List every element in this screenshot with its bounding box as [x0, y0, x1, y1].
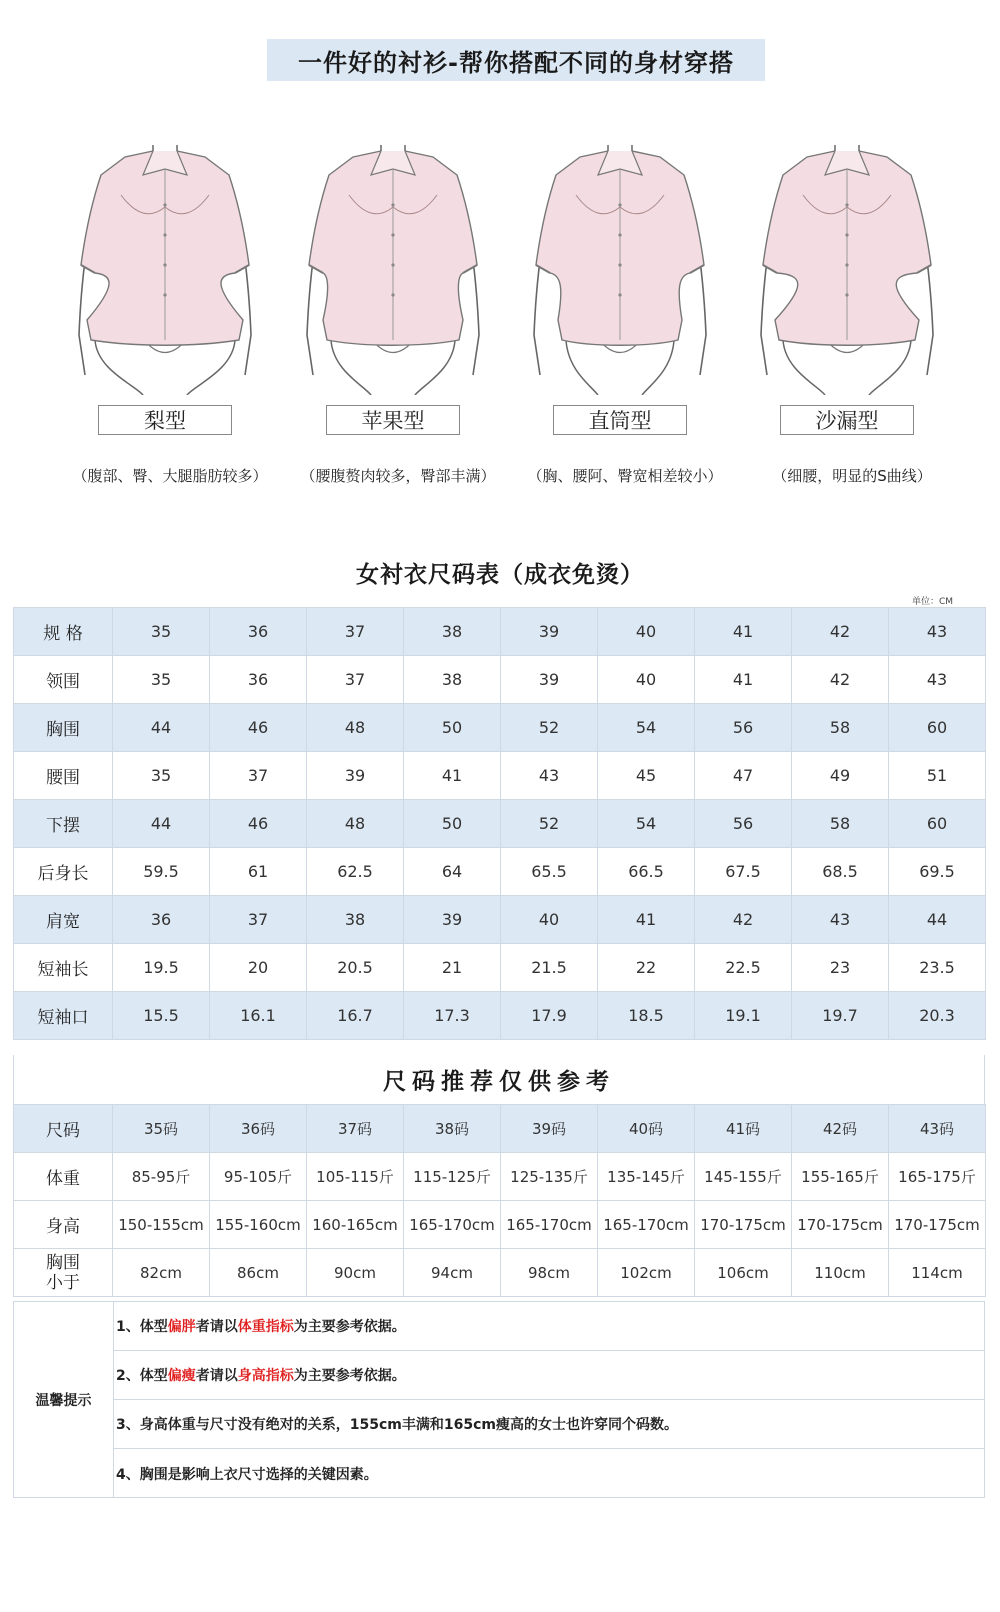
table-cell: 43: [889, 608, 986, 656]
table-cell: 19.1: [695, 992, 792, 1040]
table-cell: 49: [792, 752, 889, 800]
row-label: 腰围: [14, 752, 113, 800]
unit-label: 单位：CM: [912, 597, 954, 607]
table-cell: 36: [113, 896, 210, 944]
tip-highlight: 偏瘦: [167, 1368, 196, 1384]
banner-title: 一件好的衬衫-帮你搭配不同的身材穿搭: [298, 48, 734, 77]
tip-item-4: [113, 1449, 984, 1498]
tip-text: 2、体型: [116, 1368, 168, 1384]
table-cell: 21.5: [501, 944, 598, 992]
table-row: [14, 992, 986, 1040]
table-cell: 41码: [695, 1105, 792, 1153]
row-label: 规 格: [14, 608, 113, 656]
table-cell: 51: [889, 752, 986, 800]
table-cell: 19.5: [113, 944, 210, 992]
shirt-figure-icon: [293, 135, 503, 395]
table-cell: 40: [598, 608, 695, 656]
table-row: [14, 800, 986, 848]
table-cell: 38码: [404, 1105, 501, 1153]
table-cell: 94cm: [404, 1249, 501, 1297]
body-type-description: （胸、腰阿、臀宽相差较小）: [527, 467, 723, 485]
tip-highlight: 身高指标: [237, 1368, 294, 1384]
shirt-figure-icon: [747, 135, 957, 395]
table-cell: 50: [404, 800, 501, 848]
table-cell: 52: [501, 800, 598, 848]
table-cell: 58: [792, 704, 889, 752]
table-cell: 150-155cm: [113, 1201, 210, 1249]
table-cell: 56: [695, 704, 792, 752]
row-label: 下摆: [14, 800, 113, 848]
table-cell: 16.1: [210, 992, 307, 1040]
table-row: [14, 752, 986, 800]
body-type-figure: [520, 135, 730, 495]
table-row: [14, 608, 986, 656]
tip-text: 1、体型: [116, 1319, 168, 1335]
table-row: [14, 704, 986, 752]
table-cell: 69.5: [889, 848, 986, 896]
table-cell: 85-95斤: [113, 1153, 210, 1201]
table-cell: 54: [598, 704, 695, 752]
table-cell: 170-175cm: [792, 1201, 889, 1249]
recommendation-title: 尺码推荐仅供参考: [13, 1055, 985, 1104]
row-label: 后身长: [14, 848, 113, 896]
table-cell: 160-165cm: [307, 1201, 404, 1249]
table-cell: 16.7: [307, 992, 404, 1040]
table-cell: 42: [792, 608, 889, 656]
body-type-description: （腰腹赘肉较多，臀部丰满）: [300, 467, 496, 485]
table-row: [14, 1153, 986, 1201]
table-cell: 23.5: [889, 944, 986, 992]
table-cell: 43: [792, 896, 889, 944]
table-cell: 44: [113, 800, 210, 848]
row-label: 身高: [14, 1201, 113, 1249]
table-cell: 38: [404, 608, 501, 656]
table-cell: 36: [210, 608, 307, 656]
tip-text: 3、身高体重与尺寸没有绝对的关系，155cm丰满和165cm瘦高的女士也许穿同个码数。: [116, 1417, 678, 1433]
table-cell: 35: [113, 608, 210, 656]
table-cell: 37: [307, 608, 404, 656]
row-label: 体重: [14, 1153, 113, 1201]
table-cell: 65.5: [501, 848, 598, 896]
table-row: [14, 1201, 986, 1249]
tip-item-3: [113, 1400, 984, 1449]
table-cell: 60: [889, 704, 986, 752]
table-cell: 114cm: [889, 1249, 986, 1297]
table-cell: 35: [113, 752, 210, 800]
tips-section: [13, 1301, 985, 1498]
table-cell: 155-165斤: [792, 1153, 889, 1201]
table-cell: 62.5: [307, 848, 404, 896]
tip-highlight: 体重指标: [237, 1319, 294, 1335]
table-cell: 44: [889, 896, 986, 944]
table-cell: 43: [501, 752, 598, 800]
table-cell: 44: [113, 704, 210, 752]
table-cell: 110cm: [792, 1249, 889, 1297]
table-cell: 40: [501, 896, 598, 944]
table-row: [14, 656, 986, 704]
table-cell: 39码: [501, 1105, 598, 1153]
table-cell: 115-125斤: [404, 1153, 501, 1201]
table-row: [14, 1249, 986, 1297]
table-cell: 56: [695, 800, 792, 848]
table-cell: 22: [598, 944, 695, 992]
table-cell: 37: [307, 656, 404, 704]
table-cell: 35码: [113, 1105, 210, 1153]
table-cell: 59.5: [113, 848, 210, 896]
table-cell: 39: [404, 896, 501, 944]
table-cell: 54: [598, 800, 695, 848]
table-cell: 46: [210, 704, 307, 752]
table-cell: 19.7: [792, 992, 889, 1040]
table-cell: 67.5: [695, 848, 792, 896]
table-cell: 42: [792, 656, 889, 704]
body-type-figure: [65, 135, 275, 495]
table-cell: 17.9: [501, 992, 598, 1040]
table-cell: 68.5: [792, 848, 889, 896]
table-cell: 66.5: [598, 848, 695, 896]
table-cell: 102cm: [598, 1249, 695, 1297]
table-cell: 50: [404, 704, 501, 752]
table-row: [14, 896, 986, 944]
body-type-figure: [747, 135, 957, 495]
body-type-label: 苹果型: [326, 405, 460, 435]
table-cell: 39: [307, 752, 404, 800]
table-cell: 52: [501, 704, 598, 752]
table-cell: 105-115斤: [307, 1153, 404, 1201]
size-chart-table: [13, 607, 986, 1040]
table-cell: 42: [695, 896, 792, 944]
table-cell: 145-155斤: [695, 1153, 792, 1201]
table-cell: 165-170cm: [501, 1201, 598, 1249]
table-cell: 48: [307, 800, 404, 848]
table-cell: 45: [598, 752, 695, 800]
tips-label: 温馨提示: [14, 1302, 114, 1497]
row-label: 短袖口: [14, 992, 113, 1040]
tip-item-1: [113, 1302, 984, 1351]
page-banner: [267, 39, 765, 81]
row-label: 肩宽: [14, 896, 113, 944]
tip-text: 为主要参考依据。: [293, 1319, 406, 1335]
table-cell: 98cm: [501, 1249, 598, 1297]
table-cell: 46: [210, 800, 307, 848]
body-type-label: 梨型: [98, 405, 232, 435]
table-cell: 38: [307, 896, 404, 944]
table-row: [14, 944, 986, 992]
tip-text: 者请以: [195, 1319, 238, 1335]
table-cell: 155-160cm: [210, 1201, 307, 1249]
row-label-line: 小于: [46, 1272, 80, 1293]
table-cell: 20.5: [307, 944, 404, 992]
tip-item-2: [113, 1351, 984, 1400]
row-label: 尺码: [14, 1105, 113, 1153]
table-cell: 170-175cm: [889, 1201, 986, 1249]
body-type-figures: [0, 135, 1000, 495]
table-cell: 95-105斤: [210, 1153, 307, 1201]
table-cell: 20: [210, 944, 307, 992]
table-cell: 23: [792, 944, 889, 992]
table-row: [14, 1105, 986, 1153]
table-cell: 61: [210, 848, 307, 896]
table-cell: 18.5: [598, 992, 695, 1040]
tip-text: 为主要参考依据。: [293, 1368, 406, 1384]
table-cell: 41: [695, 608, 792, 656]
table-cell: 39: [501, 656, 598, 704]
tip-highlight: 偏胖: [167, 1319, 196, 1335]
table-cell: 37: [210, 896, 307, 944]
table-cell: 106cm: [695, 1249, 792, 1297]
table-cell: 41: [695, 656, 792, 704]
table-cell: 43: [889, 656, 986, 704]
row-label: [14, 1249, 113, 1297]
table-cell: 90cm: [307, 1249, 404, 1297]
body-type-description: （腹部、臀、大腿脂肪较多）: [72, 467, 268, 485]
table-cell: 35: [113, 656, 210, 704]
row-label-line: 胸围: [46, 1252, 80, 1273]
tip-text: 4、胸围是影响上衣尺寸选择的关键因素。: [116, 1466, 378, 1483]
table-cell: 135-145斤: [598, 1153, 695, 1201]
table-cell: 42码: [792, 1105, 889, 1153]
table-cell: 37: [210, 752, 307, 800]
table-cell: 165-170cm: [598, 1201, 695, 1249]
table-cell: 15.5: [113, 992, 210, 1040]
body-type-description: （细腰，明显的S曲线）: [772, 467, 932, 485]
table-cell: 40: [598, 656, 695, 704]
table-cell: 17.3: [404, 992, 501, 1040]
table-cell: 86cm: [210, 1249, 307, 1297]
table-cell: 125-135斤: [501, 1153, 598, 1201]
table-cell: 20.3: [889, 992, 986, 1040]
table-cell: 165-175斤: [889, 1153, 986, 1201]
table-cell: 41: [598, 896, 695, 944]
table-cell: 47: [695, 752, 792, 800]
shirt-figure-icon: [65, 135, 275, 395]
table-cell: 22.5: [695, 944, 792, 992]
table-cell: 170-175cm: [695, 1201, 792, 1249]
table-cell: 60: [889, 800, 986, 848]
table-cell: 82cm: [113, 1249, 210, 1297]
body-type-label: 直筒型: [553, 405, 687, 435]
row-label: 短袖长: [14, 944, 113, 992]
table-cell: 37码: [307, 1105, 404, 1153]
table-cell: 39: [501, 608, 598, 656]
table-cell: 43码: [889, 1105, 986, 1153]
table-row: [14, 848, 986, 896]
row-label: 领围: [14, 656, 113, 704]
recommendation-table: [13, 1104, 986, 1297]
table-cell: 38: [404, 656, 501, 704]
body-type-figure: [293, 135, 503, 495]
table-cell: 165-170cm: [404, 1201, 501, 1249]
table-cell: 36码: [210, 1105, 307, 1153]
body-type-label: 沙漏型: [780, 405, 914, 435]
table-cell: 40码: [598, 1105, 695, 1153]
table-cell: 21: [404, 944, 501, 992]
table-cell: 36: [210, 656, 307, 704]
table-cell: 48: [307, 704, 404, 752]
size-chart-title: 女衬衣尺码表（成衣免烫）: [356, 562, 644, 588]
table-cell: 41: [404, 752, 501, 800]
table-cell: 64: [404, 848, 501, 896]
row-label: 胸围: [14, 704, 113, 752]
shirt-figure-icon: [520, 135, 730, 395]
tip-text: 者请以: [195, 1368, 238, 1384]
table-cell: 58: [792, 800, 889, 848]
